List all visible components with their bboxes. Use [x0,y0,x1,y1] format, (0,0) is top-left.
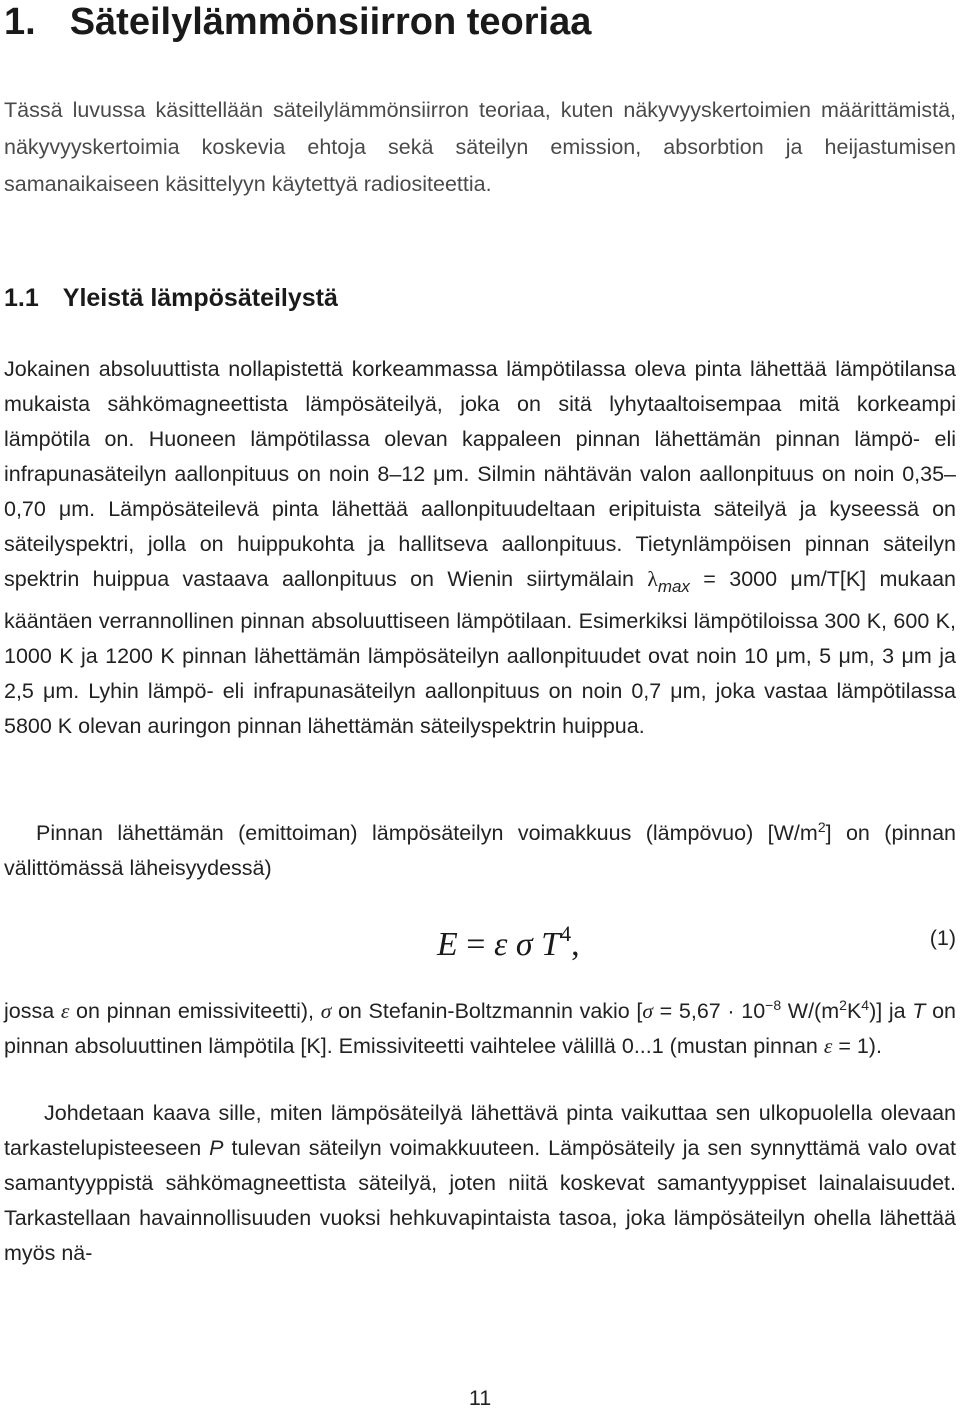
p3-t7: )] ja [869,999,913,1023]
section-title-text: Yleistä lämpösäteilystä [62,284,338,312]
equation-number: (1) [929,926,956,950]
paragraph-wien-law [4,352,956,744]
paragraph-symbols [4,988,956,1064]
lambda-subscript: max [657,577,690,596]
lambda-symbol: λ [647,567,658,591]
equation-sigma: σ [515,926,533,963]
equation-epsilon: ε [493,926,508,963]
p3-exponent: −8 [765,997,782,1013]
p3-t5: W/(m [781,999,840,1023]
equation-lhs: E [437,926,458,963]
paragraph-1-text-b: = 3000 μm/T[K] mukaan kääntäen verrannollinen pinnan absoluuttiseen lämpötilaan. Esimerkiksi lämpötiloissa 300 K, 600 K, 1000 K ja 1200 K pinnan lähettämän lämpösäteilyn aallonpituudet ovat noin 10 μm, 5 μm, 3 μm ja 2,5 μm. Lyhin lämpö- eli infrapunasäteilyn aallonpituus on noin 0,7 μm, joka vastaa lämpötilassa 5800 K olevan auringon pinnan lähettämän säteilyspektrin huippua. [4,567,956,738]
p3-epsilon-2: ε [823,1034,833,1058]
paragraph-2-sup: 2 [817,819,826,835]
equation-equals: = [457,926,494,963]
p3-t6: K [846,999,862,1023]
paragraph-1-text-a: Jokainen absoluuttista nollapistettä korkeammassa lämpötilassa oleva pinta lähettää lämpötilansa mukaista sähkömagneettista lämpösäteilyä, joka on sitä lyhytaaltoisempaa mitä korkeampi lämpötila on. Huoneen lämpötilassa olevan kappaleen pinnan lähettämän pinnan lämpö- eli infrapunasäteilyn aallonpituus on noin 8–12 μm. Silmin nähtävän valon aallonpituus on noin 0,35–0,70 μm. Lämpösäteilevä pinta lähettää aallonpituudeltaan eripituista säteilyä ja kyseessä on säteilyspektri, jolla on huippukohta ja hallitseva aallonpituus. Tietynlämpöisen pinnan säteilyn spektrin huippua vastaava aallonpituus on Wienin siirtymälain [4,357,956,591]
p3-T: T [912,999,926,1023]
chapter-title [4,0,591,44]
p3-t4: = 5,67 · 10 [653,999,766,1023]
page-number: 11 [468,1386,492,1410]
equation-T: T [541,926,561,963]
section-number: 1.1 [4,284,39,312]
p3-t2: on pinnan emissiviteetti), [69,999,321,1023]
intro-paragraph: Tässä luvussa käsittellään säteilylämmönsiirron teoriaa, kuten näkyvyyskertoimien määrittämistä, näkyvyyskertoimia koskevia ehtoja sekä säteilyn emission, absorbtion ja heijastumisen samanaikaiseen käsittelyyn käytettyä radiositeettia. [4,98,956,196]
section-title [4,280,338,316]
chapter-title-text: Säteilylämmönsiirron teoriaa [69,1,592,43]
chapter-number: 1. [4,1,36,43]
equation-exponent: 4 [560,921,572,946]
p3-sigma: σ [320,999,332,1023]
p3-t8: on pinnan absoluuttinen lämpötila [K]. Emissiviteetti vaihtelee välillä 0...1 (mustan pinnan [4,999,957,1058]
p3-t9: = 1). [832,1034,882,1058]
p3-epsilon: ε [60,999,70,1023]
equation-1 [0,906,960,966]
paragraph-2-text-a: Pinnan lähettämän (emittoiman) lämpösäteilyn voimakkuus (lämpövuo) [W/m [36,821,818,845]
p3-t1: jossa [4,999,61,1023]
p3-m-exponent: 2 [839,997,847,1013]
p3-t3: on Stefanin-Boltzmannin vakio [ [331,999,643,1023]
paragraph-heat-flux [4,810,956,886]
equation-comma: , [571,926,580,963]
paragraph-2-text-b: ] on (pinnan välittömässä läheisyydessä) [4,821,957,880]
paragraph-derivation [4,1096,956,1271]
p3-sigma-2: σ [642,999,654,1023]
point-P: P [209,1136,224,1160]
stefan-boltzmann-equation [437,912,580,967]
paragraph-4-text-b: tulevan säteilyn voimakkuuteen. Lämpösäteily ja sen synnyttämä valo ovat samantyyppistä sähkömagneettista säteilyä, joten niitä koskevat samantyyppiset lainalaisuudet. Tarkastellaan havainnollisuuden vuoksi hehkuvapintaista tasoa, joka lämpösäteilyn ohella lähettää myös nä- [4,1136,956,1265]
p3-k-exponent: 4 [861,997,870,1013]
paragraph-4-text-a: Johdetaan kaava sille, miten lämpösäteilyä lähettävä pinta vaikuttaa sen ulkopuolella olevaan tarkastelupisteeseen [4,1101,956,1160]
